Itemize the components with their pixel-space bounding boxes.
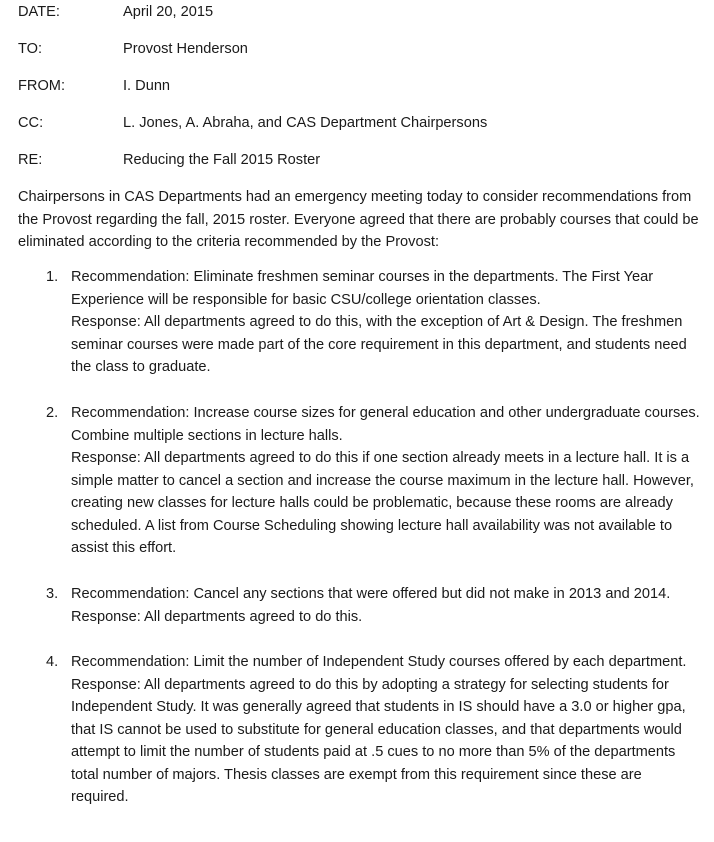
recommendation-text: Recommendation: Limit the number of Independent Study courses offered by each department. [71,654,687,670]
memo-from-value: I. Dunn [123,78,171,94]
item-number: 2. [46,405,59,421]
item-number: 4. [46,654,59,670]
item-body [71,402,703,560]
item-number: 3. [46,586,59,602]
memo-from-label: FROM: [18,78,66,94]
memo-to-value: Provost Henderson [123,41,248,57]
response-text: Response: All departments agreed to do this by adopting a strategy for selecting students for Independent Study. It was generally agreed that students in IS should have a 3.0 or higher gpa, that IS cannot be used to substitute for general education classes, and that departments would attempt to limit the number of students paid at .5 cues to no more than 5% of the departments total number of majors. Thesis classes are exempt from this requirement since these are required. [71,676,686,805]
memo-to-label: TO: [18,41,43,57]
recommendation-text: Recommendation: Increase course sizes for general education and other undergraduate courses. Combine multiple sections in lecture halls. [71,405,700,444]
item-number: 1. [46,269,59,285]
memo-intro-paragraph: Chairpersons in CAS Departments had an emergency meeting today to consider recommendations from the Provost regarding the fall, 2015 roster. Everyone agreed that there are probably courses that could be eliminated according to the criteria recommended by the Provost: [18,189,699,250]
memo-date-value: April 20, 2015 [123,4,214,20]
item-body [71,651,703,809]
response-text: Response: All departments agreed to do this, with the exception of Art & Design. The freshmen seminar courses were made part of the core requirement in this department, and students need the class to graduate. [71,314,687,375]
memo-re-value: Reducing the Fall 2015 Roster [123,152,321,168]
item-body [71,266,703,379]
memo-date-label: DATE: [18,4,60,20]
response-text: Response: All departments agreed to do this. [71,608,363,625]
item-body [71,583,703,628]
memo-re-label: RE: [18,152,43,168]
memo-cc-label: CC: [18,115,44,131]
recommendation-text: Recommendation: Eliminate freshmen seminar courses in the departments. The First Year Experience will be responsible for basic CSU/college orientation classes. [71,269,654,308]
response-text: Response: All departments agreed to do this if one section already meets in a lecture hall. It is a simple matter to cancel a section and increase the course maximum in the lecture hall. However, creating new classes for lecture halls could be problematic, because these rooms are already scheduled. A list from Course Scheduling showing lecture hall availability was not available to assist this effort. [71,450,694,556]
recommendation-text: Recommendation: Cancel any sections that were offered but did not make in 2013 and 2014. [71,586,671,602]
memo-cc-value: L. Jones, A. Abraha, and CAS Department Chairpersons [123,115,488,131]
